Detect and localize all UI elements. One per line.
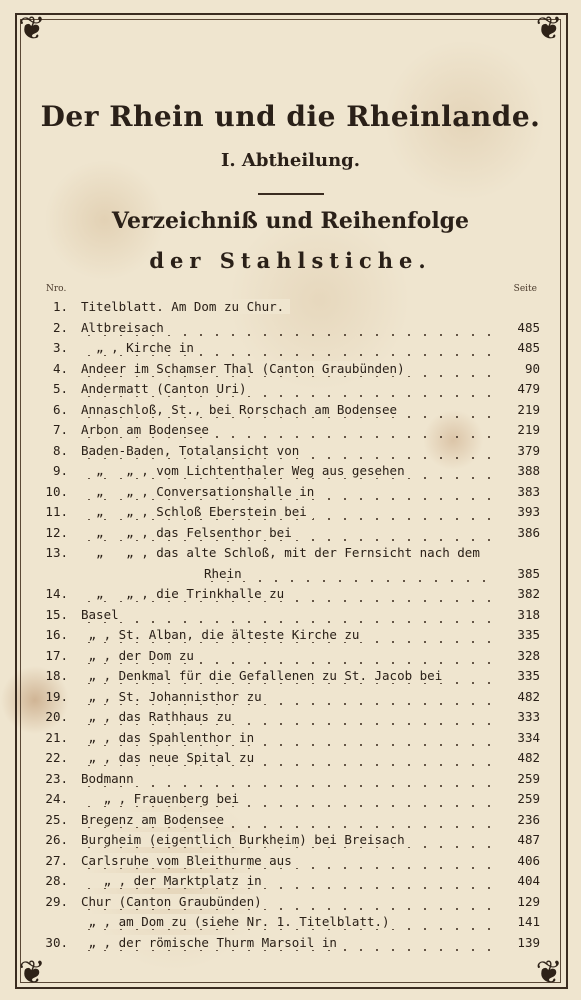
entry-title: „ , Denkmal für die Gefallenen zu St. Jacob bei <box>81 666 496 687</box>
entry-number: 16. <box>45 627 68 642</box>
entry-number: 5. <box>52 381 68 396</box>
entry-page: 487 <box>517 832 540 847</box>
entry-title: „ „ , vom Lichtenthaler Weg aus gesehen <box>81 461 496 482</box>
entry-number: 2. <box>52 319 68 335</box>
entry-page: 383 <box>517 483 540 499</box>
entry-page: 90 <box>524 360 540 376</box>
entry-page: 219 <box>517 422 540 437</box>
list-item <box>44 584 540 605</box>
list-item <box>44 728 540 749</box>
list-item <box>44 871 540 892</box>
entry-title: „ , der Marktplatz in <box>81 871 496 892</box>
entry-number: 26. <box>45 832 68 847</box>
entry-title: Bregenz am Bodensee <box>81 810 496 831</box>
list-item <box>44 420 540 441</box>
entry-page: 379 <box>517 442 540 458</box>
entry-title: „ , der Dom zu <box>81 646 496 667</box>
list-item <box>44 502 540 523</box>
list-item <box>44 912 540 933</box>
entry-number: 6. <box>52 401 68 417</box>
entry-number: 27. <box>45 852 68 868</box>
list-item <box>44 769 540 790</box>
entry-number: 29. <box>45 893 68 909</box>
entry-page: 485 <box>517 319 540 335</box>
entry-title: „ , St. Alban, die älteste Kirche zu <box>81 625 496 646</box>
entry-title: Bodmann <box>81 769 496 790</box>
entry-number: 22. <box>45 750 68 765</box>
list-item <box>44 564 540 585</box>
entry-title: „ , St. Johannisthor zu <box>81 687 496 708</box>
entry-number: 1. <box>52 299 68 314</box>
entry-title: „ „ , die Trinkhalle zu <box>81 584 496 605</box>
entry-title: „ „ , das Felsenthor bei <box>81 523 496 544</box>
entry-list <box>44 297 540 953</box>
list-item <box>44 646 540 667</box>
list-item <box>44 482 540 503</box>
list-item <box>44 810 540 831</box>
section-subtitle: I. Abtheilung. <box>220 150 361 171</box>
entry-number: 15. <box>45 606 68 622</box>
entry-page: 236 <box>517 811 540 827</box>
list-item <box>44 523 540 544</box>
entry-title: Andermatt (Canton Uri) <box>81 379 496 400</box>
entry-page: 259 <box>517 770 540 786</box>
list-item <box>44 461 540 482</box>
corner-ornament-icon: ❦ <box>535 953 563 991</box>
entry-title: „ , der römische Thurm Marsoil in <box>81 933 496 954</box>
column-header-page: Seite <box>513 284 537 294</box>
entry-title: „ „ , das alte Schloß, mit der Fernsicht nach dem <box>81 543 496 564</box>
entry-title: Altbreisach <box>81 318 496 339</box>
entry-title: Carlsruhe vom Bleithurme aus <box>81 851 496 872</box>
entry-title: Rhein <box>204 564 496 585</box>
list-item <box>44 318 540 339</box>
list-item <box>44 789 540 810</box>
entry-page: 219 <box>517 401 540 417</box>
entry-number: 12. <box>45 524 68 540</box>
list-item <box>44 687 540 708</box>
entry-page: 318 <box>517 606 540 622</box>
list-item <box>44 297 540 318</box>
entry-page: 334 <box>517 729 540 745</box>
entry-title: „ , das Spahlenthor in <box>81 728 496 749</box>
entry-number: 14. <box>45 586 68 601</box>
entry-page: 393 <box>517 504 540 519</box>
entry-page: 485 <box>517 340 540 355</box>
entry-number: 8. <box>52 442 68 458</box>
entry-title: „ , am Dom zu (siehe Nr. 1. Titelblatt.) <box>81 912 496 933</box>
entry-page: 385 <box>517 565 540 581</box>
entry-number: 20. <box>45 709 68 724</box>
entry-number: 23. <box>45 770 68 786</box>
entry-page: 382 <box>517 586 540 601</box>
entry-number: 10. <box>45 483 68 499</box>
list-item <box>44 933 540 954</box>
list-item <box>44 666 540 687</box>
corner-ornament-icon: ❦ <box>18 9 46 47</box>
entry-number: 11. <box>45 504 68 519</box>
entry-number: 19. <box>45 688 68 704</box>
entry-page: 139 <box>517 934 540 950</box>
entry-page: 482 <box>517 750 540 765</box>
entry-title: Andeer im Schamser Thal (Canton Graubünden) <box>81 359 496 380</box>
list-item <box>44 359 540 380</box>
page-title: Der Rhein und die Rheinlande. <box>40 100 541 133</box>
entry-number: 21. <box>45 729 68 745</box>
list-item <box>44 441 540 462</box>
entry-page: 335 <box>517 668 540 683</box>
entry-page: 404 <box>517 873 540 888</box>
list-item <box>44 400 540 421</box>
list-item <box>44 379 540 400</box>
list-heading: Verzeichniß und Reihenfolge <box>111 208 470 234</box>
list-subheading: der Stahlstiche. <box>149 248 432 273</box>
entry-number: 3. <box>52 340 68 355</box>
entry-page: 328 <box>517 647 540 663</box>
entry-number: 13. <box>45 545 68 560</box>
list-item <box>44 851 540 872</box>
entry-number: 9. <box>52 463 68 478</box>
entry-title: „ , Frauenberg bei <box>81 789 496 810</box>
entry-title: Baden-Baden, Totalansicht von <box>81 441 496 462</box>
entry-page: 388 <box>517 463 540 478</box>
entry-title: Chur (Canton Graubünden) <box>81 892 496 913</box>
entry-title: Arbon am Bodensee <box>81 420 496 441</box>
entry-page: 406 <box>517 852 540 868</box>
list-item <box>44 830 540 851</box>
entry-title: Burgheim (eigentlich Burkheim) bei Breisach <box>81 830 496 851</box>
list-item <box>44 543 540 564</box>
entry-number: 7. <box>52 422 68 437</box>
entry-page: 141 <box>517 914 540 929</box>
entry-page: 482 <box>517 688 540 704</box>
entry-title: „ „ , Conversationshalle in <box>81 482 496 503</box>
list-item <box>44 748 540 769</box>
entry-title: „ , Kirche in <box>81 338 496 359</box>
entry-page: 386 <box>517 524 540 540</box>
corner-ornament-icon: ❦ <box>535 9 563 47</box>
entry-page: 479 <box>517 381 540 396</box>
list-item <box>44 707 540 728</box>
entry-number: 18. <box>45 668 68 683</box>
entry-page: 129 <box>517 893 540 909</box>
entry-number: 30. <box>45 934 68 950</box>
entry-title: „ , das neue Spital zu <box>81 748 496 769</box>
list-item <box>44 625 540 646</box>
entry-page: 259 <box>517 791 540 806</box>
entry-page: 333 <box>517 709 540 724</box>
entry-title: Basel <box>81 605 496 626</box>
list-item <box>44 605 540 626</box>
column-header-number: Nro. <box>46 284 67 294</box>
entry-number: 17. <box>45 647 68 663</box>
divider <box>258 193 324 195</box>
entry-page: 335 <box>517 627 540 642</box>
list-item <box>44 338 540 359</box>
entry-title: „ „ , Schloß Eberstein bei <box>81 502 496 523</box>
corner-ornament-icon: ❦ <box>18 953 46 991</box>
list-item <box>44 892 540 913</box>
entry-number: 28. <box>45 873 68 888</box>
entry-number: 4. <box>52 360 68 376</box>
entry-number: 24. <box>45 791 68 806</box>
entry-title: Titelblatt. Am Dom zu Chur. <box>81 297 496 318</box>
entry-title: Annaschloß, St., bei Rorschach am Bodensee <box>81 400 496 421</box>
entry-number: 25. <box>45 811 68 827</box>
entry-title: „ , das Rathhaus zu <box>81 707 496 728</box>
